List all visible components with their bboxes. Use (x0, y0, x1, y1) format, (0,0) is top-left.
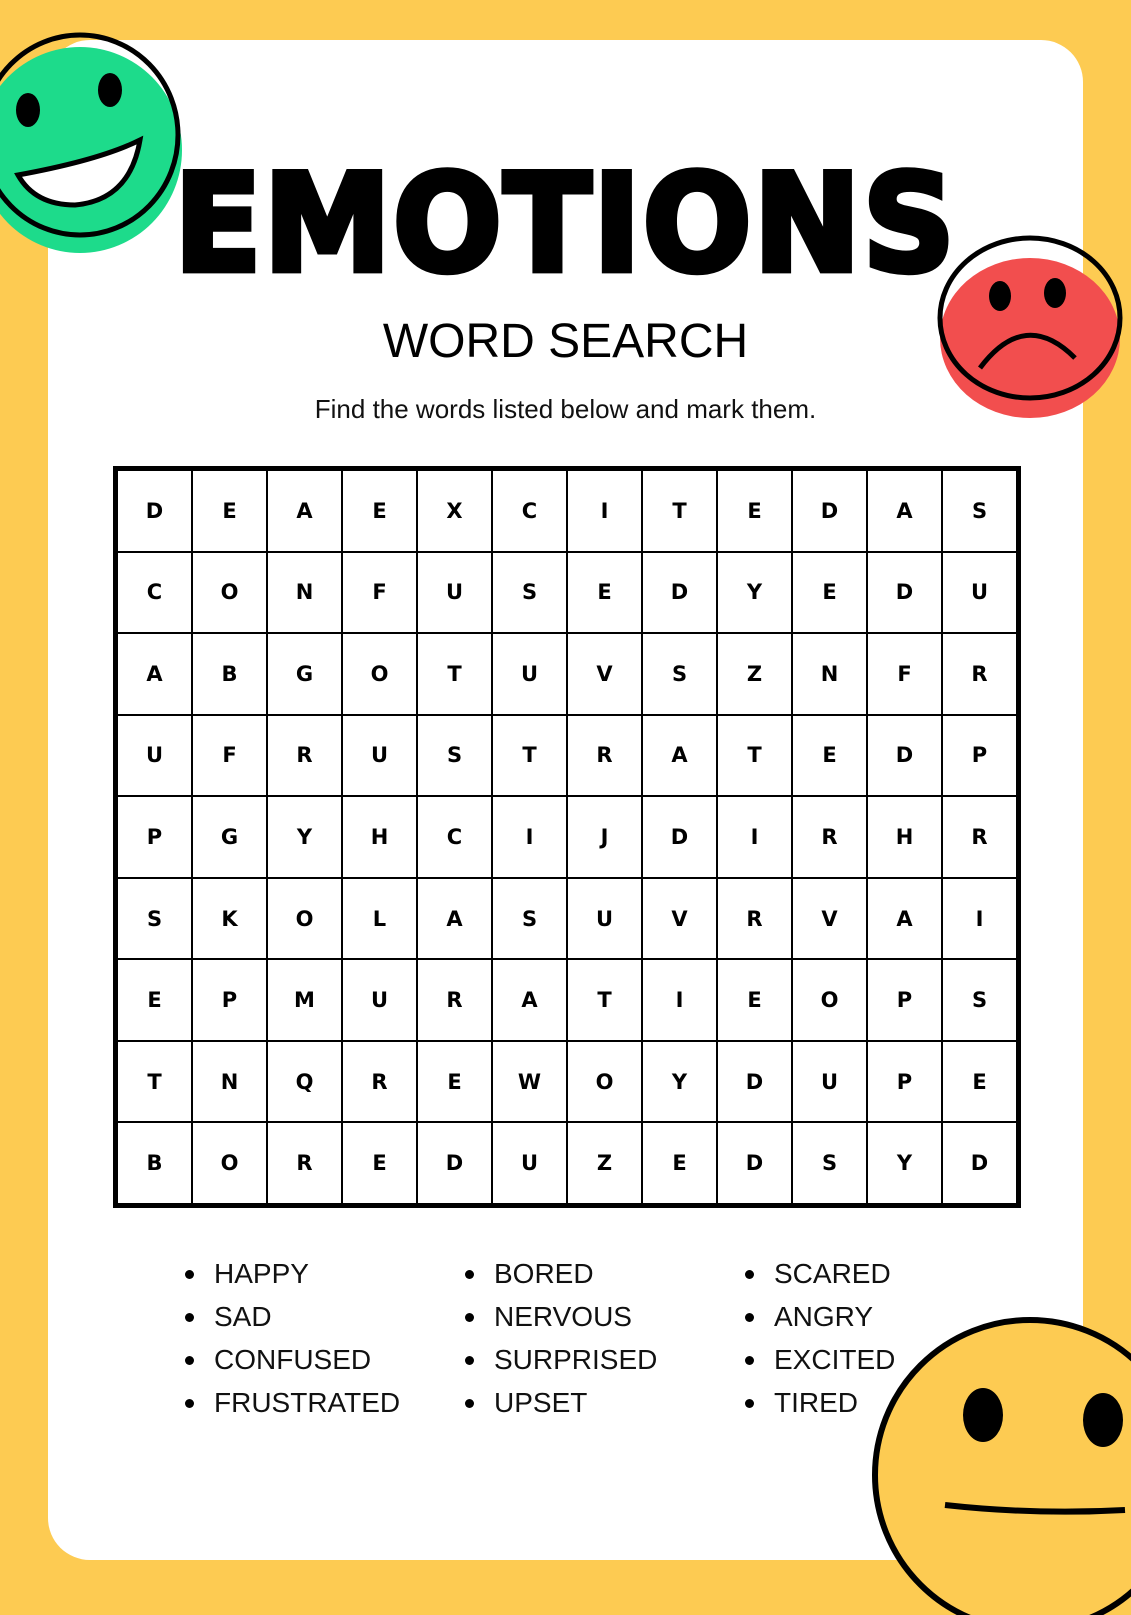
word-list-item: NERVOUS (465, 1301, 745, 1333)
word-list-item: BORED (465, 1258, 745, 1290)
grid-cell[interactable]: Y (868, 1123, 941, 1203)
grid-cell[interactable]: R (268, 1123, 341, 1203)
grid-cell[interactable]: V (793, 879, 866, 959)
grid-cell[interactable]: R (568, 716, 641, 796)
grid-cell[interactable]: S (418, 716, 491, 796)
grid-cell[interactable]: S (793, 1123, 866, 1203)
grid-cell[interactable]: L (343, 879, 416, 959)
grid-cell[interactable]: D (643, 797, 716, 877)
grid-cell[interactable]: S (493, 879, 566, 959)
grid-cell[interactable]: O (343, 634, 416, 714)
grid-cell[interactable]: E (793, 716, 866, 796)
grid-cell[interactable]: B (118, 1123, 191, 1203)
grid-cell[interactable]: P (868, 960, 941, 1040)
grid-cell[interactable]: D (943, 1123, 1016, 1203)
grid-cell[interactable]: I (718, 797, 791, 877)
word-list-item: ANGRY (745, 1301, 1025, 1333)
grid-cell[interactable]: V (568, 634, 641, 714)
grid-cell[interactable]: U (793, 1042, 866, 1122)
grid-cell[interactable]: E (643, 1123, 716, 1203)
grid-cell[interactable]: R (793, 797, 866, 877)
grid-cell[interactable]: E (943, 1042, 1016, 1122)
word-list-item: FRUSTRATED (185, 1387, 465, 1419)
grid-cell[interactable]: S (643, 634, 716, 714)
grid-cell[interactable]: Y (268, 797, 341, 877)
word-list-item: SAD (185, 1301, 465, 1333)
grid-cell[interactable]: P (943, 716, 1016, 796)
grid-cell[interactable]: F (868, 634, 941, 714)
word-list-item: SCARED (745, 1258, 1025, 1290)
grid-cell[interactable]: P (118, 797, 191, 877)
grid-cell[interactable]: H (868, 797, 941, 877)
grid-cell[interactable]: A (493, 960, 566, 1040)
grid-cell[interactable]: T (718, 716, 791, 796)
grid-cell[interactable]: B (193, 634, 266, 714)
grid-cell[interactable]: U (418, 553, 491, 633)
grid-cell[interactable]: Z (568, 1123, 641, 1203)
grid-cell[interactable]: E (793, 553, 866, 633)
grid-cell[interactable]: O (193, 553, 266, 633)
grid-cell[interactable]: R (418, 960, 491, 1040)
grid-cell[interactable]: W (493, 1042, 566, 1122)
grid-cell[interactable]: G (193, 797, 266, 877)
grid-cell[interactable]: P (193, 960, 266, 1040)
grid-cell[interactable]: R (718, 879, 791, 959)
grid-cell[interactable]: Z (718, 634, 791, 714)
grid-cell[interactable]: O (193, 1123, 266, 1203)
grid-cell[interactable]: D (643, 553, 716, 633)
grid-cell[interactable]: R (943, 797, 1016, 877)
grid-cell[interactable]: O (793, 960, 866, 1040)
grid-cell[interactable]: D (868, 553, 941, 633)
grid-cell[interactable]: I (643, 960, 716, 1040)
grid-cell[interactable]: E (718, 960, 791, 1040)
grid-cell[interactable]: S (493, 553, 566, 633)
grid-cell[interactable]: N (268, 553, 341, 633)
grid-cell[interactable]: T (568, 960, 641, 1040)
instructions: Find the words listed below and mark them. (314, 394, 817, 424)
grid-cell[interactable]: A (268, 471, 341, 551)
grid-cell[interactable]: J (568, 797, 641, 877)
grid-cell[interactable]: C (493, 471, 566, 551)
grid-cell[interactable]: V (643, 879, 716, 959)
word-list-item: HAPPY (185, 1258, 465, 1290)
grid-cell[interactable]: E (118, 960, 191, 1040)
grid-cell[interactable]: A (418, 879, 491, 959)
grid-cell[interactable]: Y (718, 553, 791, 633)
grid-cell[interactable]: U (568, 879, 641, 959)
word-list-item: UPSET (465, 1387, 745, 1419)
page-title: EMOTIONS (174, 146, 957, 303)
grid-cell[interactable]: E (418, 1042, 491, 1122)
grid-cell[interactable]: U (343, 960, 416, 1040)
grid-cell[interactable]: Q (268, 1042, 341, 1122)
grid-cell[interactable]: N (193, 1042, 266, 1122)
grid-cell[interactable]: I (493, 797, 566, 877)
grid-cell[interactable]: Y (643, 1042, 716, 1122)
grid-cell[interactable]: D (118, 471, 191, 551)
grid-cell[interactable]: P (868, 1042, 941, 1122)
grid-cell[interactable]: F (343, 553, 416, 633)
word-list-item: SURPRISED (465, 1344, 745, 1376)
grid-cell[interactable]: X (418, 471, 491, 551)
grid-cell[interactable]: D (718, 1042, 791, 1122)
grid-cell[interactable]: S (118, 879, 191, 959)
word-list-item: CONFUSED (185, 1344, 465, 1376)
grid-cell[interactable]: D (793, 471, 866, 551)
grid-cell[interactable]: I (568, 471, 641, 551)
grid-cell[interactable]: E (568, 553, 641, 633)
grid-cell[interactable]: K (193, 879, 266, 959)
grid-cell[interactable]: T (643, 471, 716, 551)
grid-cell[interactable]: R (268, 716, 341, 796)
grid-cell[interactable]: I (943, 879, 1016, 959)
grid-cell[interactable]: F (193, 716, 266, 796)
grid-cell[interactable]: D (718, 1123, 791, 1203)
grid-cell[interactable]: A (868, 471, 941, 551)
grid-cell[interactable]: T (418, 634, 491, 714)
page-subtitle: WORD SEARCH (382, 315, 749, 368)
word-list-item: TIRED (745, 1387, 1025, 1419)
grid-cell[interactable]: M (268, 960, 341, 1040)
grid-cell[interactable]: S (943, 471, 1016, 551)
grid-cell[interactable]: U (493, 1123, 566, 1203)
grid-cell[interactable]: C (418, 797, 491, 877)
grid-cell[interactable]: D (868, 716, 941, 796)
word-list (185, 1258, 1025, 1419)
grid-cell[interactable]: U (343, 716, 416, 796)
grid-cell[interactable]: T (118, 1042, 191, 1122)
grid-cell[interactable]: E (343, 1123, 416, 1203)
grid-cell[interactable]: O (568, 1042, 641, 1122)
grid-cell[interactable]: U (943, 553, 1016, 633)
grid-cell[interactable]: R (943, 634, 1016, 714)
grid-cell[interactable]: E (718, 471, 791, 551)
grid-cell[interactable]: A (868, 879, 941, 959)
grid-cell[interactable]: E (193, 471, 266, 551)
word-list-item: EXCITED (745, 1344, 1025, 1376)
grid-cell[interactable]: O (268, 879, 341, 959)
grid-cell[interactable]: A (118, 634, 191, 714)
grid-cell[interactable]: C (118, 553, 191, 633)
grid-cell[interactable]: E (343, 471, 416, 551)
grid-cell[interactable]: T (493, 716, 566, 796)
grid-cell[interactable]: G (268, 634, 341, 714)
grid-cell[interactable]: N (793, 634, 866, 714)
grid-cell[interactable]: U (118, 716, 191, 796)
grid-cell[interactable]: U (493, 634, 566, 714)
grid-cell[interactable]: S (943, 960, 1016, 1040)
grid-cell[interactable]: H (343, 797, 416, 877)
grid-cell[interactable]: D (418, 1123, 491, 1203)
word-search-grid (113, 466, 1021, 1208)
grid-cell[interactable]: A (643, 716, 716, 796)
grid-cell[interactable]: R (343, 1042, 416, 1122)
